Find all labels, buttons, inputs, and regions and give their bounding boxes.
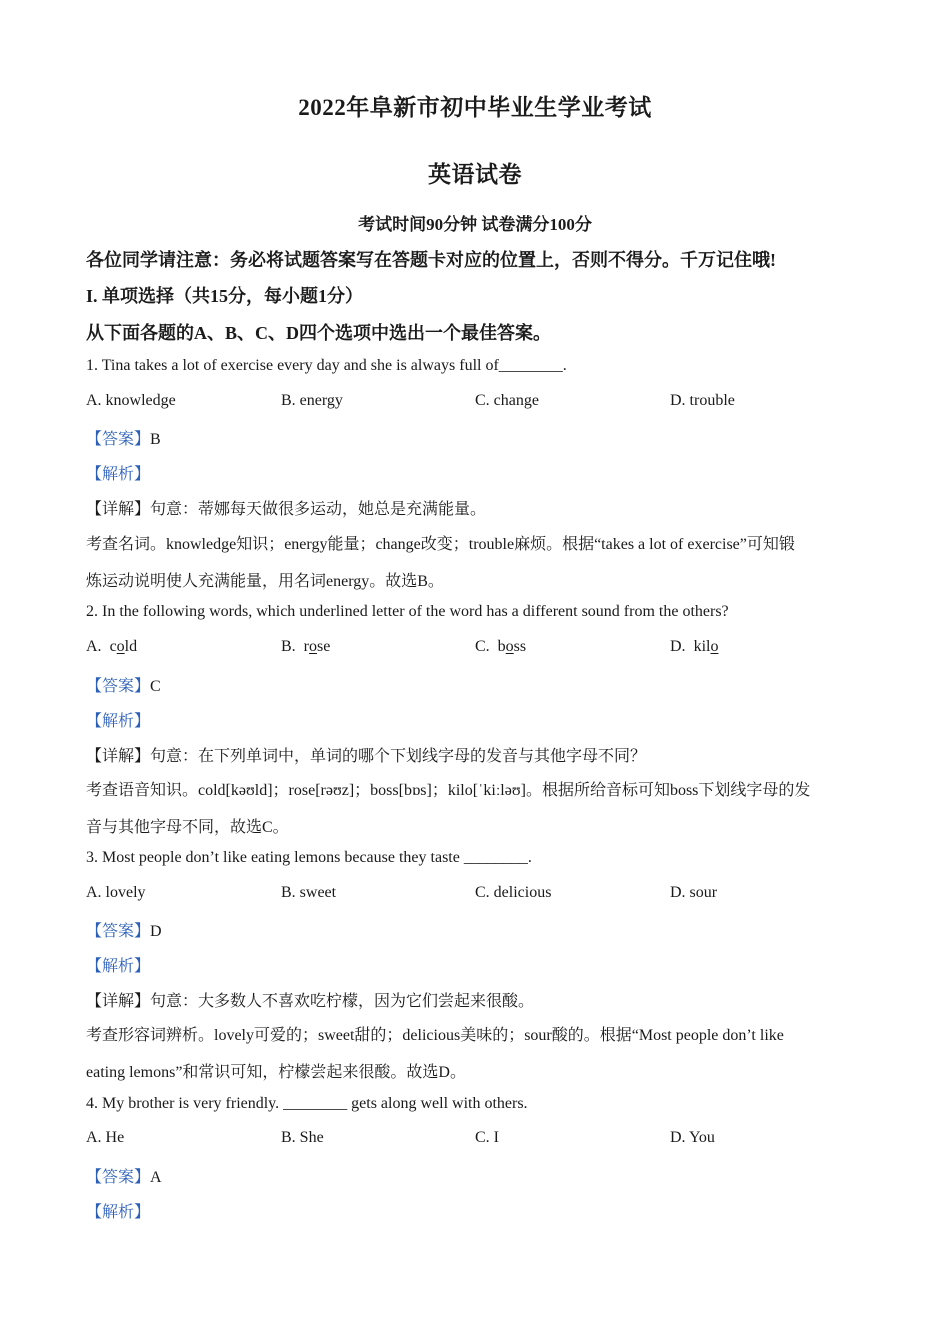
- section-instruction: 从下面各题的A、B、C、D四个选项中选出一个最佳答案。: [86, 323, 552, 343]
- q2-option-a-pre: c: [109, 638, 117, 655]
- q4-analysis-tag: 【解析】: [86, 1204, 151, 1221]
- q4-option-a: A. He: [86, 1129, 125, 1146]
- q3-analysis-tag: 【解析】: [86, 958, 151, 975]
- q2-option-d: [670, 638, 718, 656]
- q2-option-b: [281, 638, 330, 656]
- q1-detail: [86, 496, 486, 519]
- section-heading: I. 单项选择（共15分，每小题1分）: [86, 286, 364, 306]
- q1-answer-value: B: [150, 431, 161, 448]
- q2-explanation-line-2: 音与其他字母不同，故选C。: [86, 819, 289, 836]
- detail-tag: 【详解】: [86, 501, 151, 518]
- q1-explanation-line-2: 炼运动说明使人充满能量，用名词energy。故选B。: [86, 573, 444, 590]
- q2-option-c-post: ss: [513, 638, 527, 655]
- q3-option-d: D. sour: [670, 884, 718, 901]
- q3-detail: [86, 988, 534, 1011]
- question-4-stem: 4. My brother is very friendly. ________ gets along well with others.: [86, 1095, 528, 1112]
- q2-explanation-line-1: 考查语音知识。cold[kəʊld]；rose[rəʊz]；boss[bɒs]；kilo[ˈkiːləʊ]。根据所给音标可知boss下划线字母的发: [86, 782, 811, 799]
- question-2-stem: 2. In the following words, which underlined letter of the word has a different sound from the others?: [86, 603, 729, 620]
- q3-explanation-line-1: 考查形容词辨析。lovely可爱的；sweet甜的；delicious美味的；sour酸的。根据“Most people don’t like: [86, 1027, 784, 1044]
- q1-answer: [86, 426, 161, 449]
- q1-explanation-line-1: 考查名词。knowledge知识；energy能量；change改变；trouble麻烦。根据“takes a lot of exercise”可知锻: [86, 536, 795, 553]
- q2-answer: [86, 673, 161, 696]
- q1-detail-text: 句意：蒂娜每天做很多运动，她总是充满能量。: [150, 501, 487, 518]
- subject-title: 英语试卷: [428, 162, 522, 187]
- q3-option-c: C. delicious: [475, 884, 552, 901]
- notice: 各位同学请注意：务必将试题答案写在答题卡对应的位置上，否则不得分。千万记住哦!: [86, 250, 776, 270]
- q3-answer: [86, 918, 162, 941]
- answer-tag: 【答案】: [86, 923, 151, 940]
- exam-title: 2022年阜新市初中毕业生学业考试: [298, 95, 652, 120]
- q1-option-a: A. knowledge: [86, 392, 176, 409]
- answer-tag: 【答案】: [86, 431, 151, 448]
- q4-option-d: D. You: [670, 1129, 715, 1146]
- q2-option-b-post: se: [317, 638, 331, 655]
- q2-option-a: [86, 638, 137, 656]
- q4-option-b: B. She: [281, 1129, 324, 1146]
- q3-option-b: B. sweet: [281, 884, 337, 901]
- q2-detail: [86, 743, 646, 766]
- q2-option-b-underlined: o: [309, 638, 317, 655]
- q3-detail-text: 句意：大多数人不喜欢吃柠檬，因为它们尝起来很酸。: [150, 993, 535, 1010]
- q4-answer-value: A: [150, 1169, 162, 1186]
- q2-option-c: [475, 638, 526, 656]
- q2-option-c-underlined: o: [505, 638, 514, 655]
- question-3-stem: 3. Most people don’t like eating lemons because they taste ________.: [86, 849, 532, 866]
- q2-option-b-pre: r: [303, 638, 309, 655]
- q3-answer-value: D: [150, 923, 162, 940]
- exam-meta: 考试时间90分钟 试卷满分100分: [358, 215, 592, 234]
- detail-tag: 【详解】: [86, 993, 151, 1010]
- q2-option-d-underlined: o: [710, 638, 719, 655]
- q2-answer-value: C: [150, 678, 161, 695]
- q2-option-c-letter: C.: [475, 638, 490, 655]
- q3-explanation-line-2: eating lemons”和常识可知，柠檬尝起来很酸。故选D。: [86, 1064, 466, 1081]
- q2-option-a-post: ld: [124, 638, 138, 655]
- q4-option-c: C. I: [475, 1129, 499, 1146]
- q2-analysis-tag: 【解析】: [86, 713, 151, 730]
- answer-tag: 【答案】: [86, 1169, 151, 1186]
- q1-option-c: C. change: [475, 392, 539, 409]
- q1-option-b: B. energy: [281, 392, 343, 409]
- q1-analysis-tag: 【解析】: [86, 466, 151, 483]
- q2-option-a-underlined: o: [116, 638, 125, 655]
- q3-option-a: A. lovely: [86, 884, 146, 901]
- q2-option-a-letter: A.: [86, 638, 102, 655]
- detail-tag: 【详解】: [86, 748, 151, 765]
- q1-option-d: D. trouble: [670, 392, 735, 409]
- q2-detail-text: 句意：在下列单词中，单词的哪个下划线字母的发音与其他字母不同？: [150, 748, 647, 765]
- answer-tag: 【答案】: [86, 678, 151, 695]
- q2-option-d-pre: kil: [693, 638, 711, 655]
- q2-option-c-pre: b: [497, 638, 506, 655]
- q4-answer: [86, 1164, 162, 1187]
- question-1-stem: 1. Tina takes a lot of exercise every day and she is always full of________.: [86, 357, 567, 374]
- q2-option-d-letter: D.: [670, 638, 686, 655]
- q2-option-b-letter: B.: [281, 638, 296, 655]
